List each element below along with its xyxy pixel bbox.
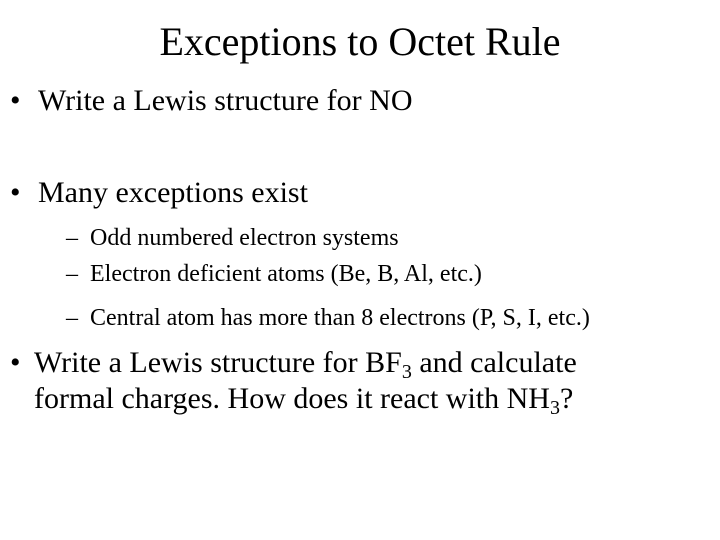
sub-bullet-marker: – <box>66 225 78 251</box>
text-run: and calculate <box>411 346 577 379</box>
subscript: 3 <box>549 397 560 419</box>
sub-bullet-item <box>66 224 399 252</box>
subscript: 3 <box>401 361 412 383</box>
sub-bullet-item <box>66 260 482 288</box>
bullet-text-line-1 <box>34 346 577 383</box>
sub-bullet-marker: – <box>66 305 78 331</box>
bullet-item <box>6 346 706 426</box>
bullet-marker: • <box>10 84 21 117</box>
bullet-item <box>6 176 308 210</box>
sub-bullet-text: Odd numbered electron systems <box>90 225 399 251</box>
bullet-marker: • <box>10 346 21 379</box>
text-run: Write a Lewis structure for BF <box>34 346 402 379</box>
slide-title: Exceptions to Octet Rule <box>159 19 561 64</box>
text-run: formal charges. How does it react with NH <box>34 382 550 415</box>
text-run: ? <box>559 382 574 415</box>
bullet-item <box>6 84 413 118</box>
sub-bullet-text: Electron deficient atoms (Be, B, Al, etc.) <box>90 261 482 287</box>
bullet-text: Write a Lewis structure for NO <box>38 84 413 117</box>
sub-bullet-marker: – <box>66 261 78 287</box>
sub-bullet-text: Central atom has more than 8 electrons (P, S, I, etc.) <box>90 305 590 331</box>
bullet-text-line-2 <box>34 382 574 419</box>
bullet-text: Many exceptions exist <box>38 176 308 209</box>
bullet-marker: • <box>10 176 21 209</box>
sub-bullet-item <box>66 304 590 332</box>
